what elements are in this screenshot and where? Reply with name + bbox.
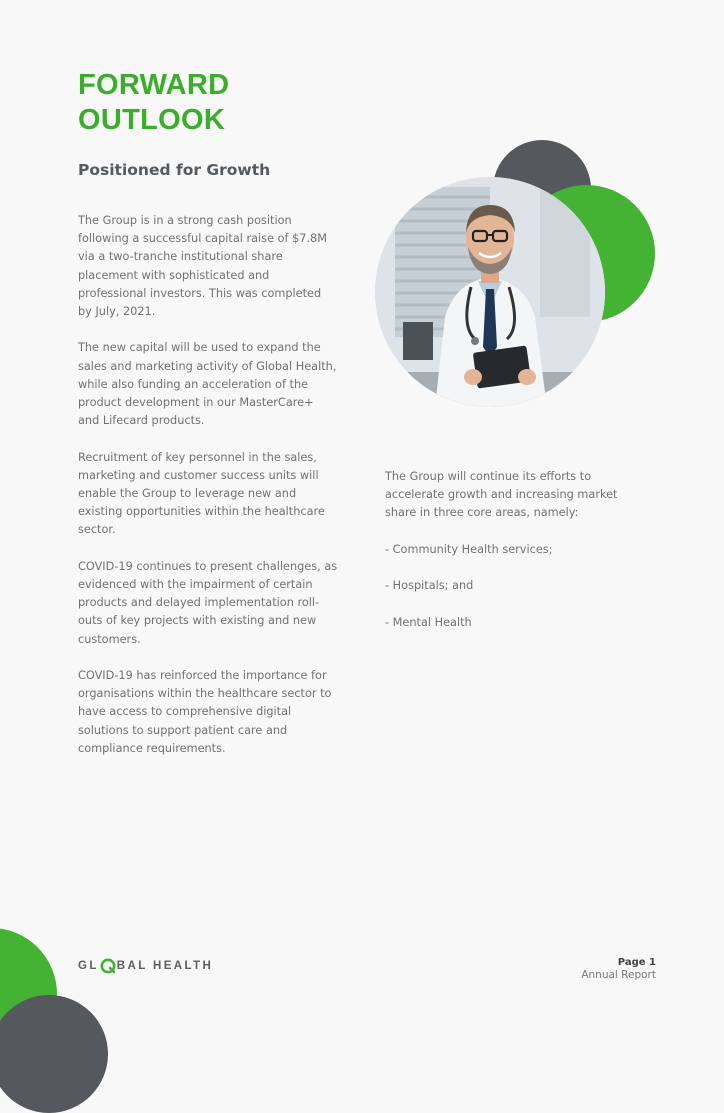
global-health-logo [78, 958, 213, 974]
logo-text-start: GL [78, 960, 99, 972]
decorative-dark-circle-bottom [0, 995, 108, 1113]
doctor-illustration [375, 177, 605, 407]
page-subtitle: Positioned for Growth [78, 161, 271, 179]
title-line-1: FORWARD [78, 69, 230, 101]
list-item: - Hospitals; and [385, 579, 474, 593]
globe-q-icon [100, 958, 116, 974]
left-column [78, 212, 338, 776]
list-item: - Community Health services; [385, 542, 553, 556]
paragraph-covid-challenges: COVID-19 continues to present challenges, as evidenced with the impairment of certain products and delayed implementation roll-outs of key projects with existing and new customers. [78, 559, 338, 646]
paragraph-new-capital: The new capital will be used to expand the sales and marketing activity of Global Health, while also funding an acceleration of the product development in our MasterCare+ and Lifecard products. [78, 341, 337, 428]
paragraph-cash-position: The Group is in a strong cash position following a successful capital raise of $7.8M via a two-tranche institutional share placement with sophisticated and professional investors. This was completed by July, 2021. [78, 214, 327, 319]
page-number: Page 1 [617, 957, 656, 968]
list-item: - Mental Health [385, 615, 472, 629]
doctor-photo [375, 177, 605, 407]
page-label: Annual Report [581, 969, 656, 981]
paragraph-covid-importance: COVID-19 has reinforced the importance for organisations within the healthcare sector to have access to comprehensive digital solutions to support patient care and compliance requirements. [78, 669, 332, 755]
right-column [385, 468, 645, 650]
page-title [78, 68, 229, 138]
paragraph-recruitment: Recruitment of key personnel in the sales, marketing and customer success units will enable the Group to leverage new and existing opportunities within the healthcare sector. [78, 450, 325, 537]
page-info [581, 956, 656, 982]
title-line-2: OUTLOOK [78, 104, 226, 136]
logo-text-end: BAL HEALTH [116, 960, 214, 972]
paragraph-core-areas-intro: The Group will continue its efforts to accelerate growth and increasing market share in three core areas, namely: [385, 470, 618, 520]
